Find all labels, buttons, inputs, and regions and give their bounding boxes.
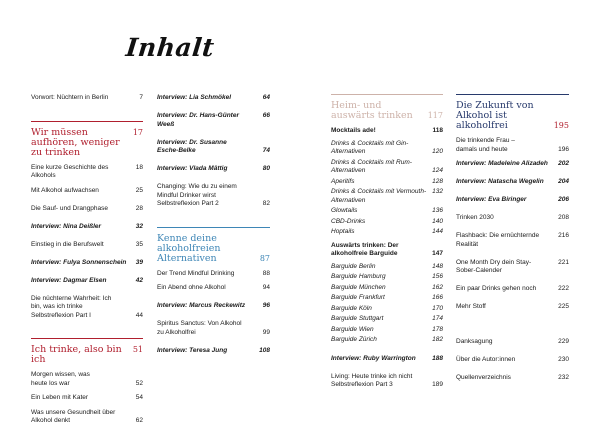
toc-entry-interview[interactable] xyxy=(331,355,443,364)
toc-entry[interactable] xyxy=(31,164,143,181)
page-number: 178 xyxy=(432,325,443,333)
entry-title: Interview: Nina Deißler xyxy=(31,222,102,230)
page-number: 52 xyxy=(135,379,143,387)
toc-entry[interactable] xyxy=(31,241,143,250)
toc-subsection[interactable] xyxy=(331,242,443,259)
page-number: 225 xyxy=(558,303,569,310)
page-number: 66 xyxy=(262,112,270,119)
page-number: 166 xyxy=(432,294,443,301)
entry-title: Die Sauf- und Drangphase xyxy=(31,204,108,212)
toc-entry-interview[interactable] xyxy=(157,139,270,156)
toc-item[interactable] xyxy=(331,178,443,187)
toc-item[interactable] xyxy=(331,159,443,176)
entry-title: Barguide Berlin xyxy=(331,262,376,270)
page-number: 42 xyxy=(135,276,143,284)
page-number: 51 xyxy=(132,345,143,354)
page-number: 96 xyxy=(262,302,270,309)
toc-item[interactable] xyxy=(331,336,443,345)
entry-title: Barguide Hamburg xyxy=(331,273,386,280)
entry-title: Flashback: Die ernüchternde Realität xyxy=(456,232,540,248)
entry-title: Interview: Natascha Wegelin xyxy=(456,178,544,185)
entry-title: Mit Alkohol aufwachsen xyxy=(31,186,99,194)
page-number: 124 xyxy=(432,167,443,174)
page-number: 230 xyxy=(558,355,569,363)
toc-item[interactable] xyxy=(331,305,443,314)
page-number: 32 xyxy=(135,222,143,230)
entry-title: Hoptails xyxy=(331,228,355,235)
entry-title: Drinks & Cocktails mit Gin-Alternativen xyxy=(331,139,409,155)
page-number: 208 xyxy=(558,214,569,221)
toc-item[interactable] xyxy=(331,188,443,205)
page-number: 88 xyxy=(262,269,270,277)
page-number: 94 xyxy=(262,284,270,291)
entry-title: Interview: Dr. Susanne Esche-Belke xyxy=(157,138,227,154)
entry-title: Barguide München xyxy=(331,283,386,291)
page-number: 118 xyxy=(432,127,443,134)
toc-entry-interview[interactable] xyxy=(31,223,143,232)
page-number: 147 xyxy=(432,250,443,257)
page-number: 221 xyxy=(558,258,569,266)
entry-title: Ich trinke, also bin ich xyxy=(31,344,122,365)
entry-title: Vorwort: Nüchtern in Berlin xyxy=(31,94,109,101)
page-number: 140 xyxy=(432,217,443,225)
page-number: 54 xyxy=(135,394,143,401)
entry-title: CBD-Drinks xyxy=(331,217,366,225)
entry-title: Interview: Vlada Mättig xyxy=(157,165,228,172)
entry-title: Barguide Köln xyxy=(331,304,372,312)
toc-entry[interactable] xyxy=(456,303,569,312)
entry-title: Interview: Madeleine Alizadeh xyxy=(456,160,548,167)
entry-title: Aperitifs xyxy=(331,177,355,185)
entry-title: Wir müssen aufhören, weniger zu trinken xyxy=(31,126,120,158)
entry-title: Interview: Fulya Sonnenschein xyxy=(31,258,127,266)
toc-entry[interactable] xyxy=(31,205,143,214)
entry-title: Interview: Lia Schmökel xyxy=(157,94,232,101)
entry-title: Interview: Marcus Reckewitz xyxy=(157,302,246,309)
page-number: 28 xyxy=(135,204,143,212)
entry-title: Drinks & Cocktails mit Vermouth-Alternativen xyxy=(331,188,427,204)
toc-entry[interactable] xyxy=(31,94,143,103)
entry-title: Living: Heute trinke ich nicht Selbstreflexion Part 3 xyxy=(331,372,413,388)
toc-entry-interview[interactable] xyxy=(31,259,143,268)
toc-item[interactable] xyxy=(331,273,443,282)
entry-title: Changing: Wie du zu einem Mindful Drinker wirst Selbstreflexion Part 2 xyxy=(157,183,237,207)
entry-title: Mehr Stoff xyxy=(456,303,486,310)
page-number: 216 xyxy=(558,232,569,239)
entry-title: Die trinkende Frau – damals und heute xyxy=(456,137,515,153)
page-number: 148 xyxy=(432,262,443,270)
toc-entry-interview[interactable] xyxy=(456,196,569,205)
page-number: 62 xyxy=(135,417,143,424)
toc-entry[interactable] xyxy=(157,183,270,209)
page-number: 132 xyxy=(432,188,443,195)
entry-title: Ein paar Drinks gehen noch xyxy=(456,285,537,292)
page-number: 25 xyxy=(135,186,143,194)
entry-title: Morgen wissen, was heute los war xyxy=(31,371,90,387)
page-number: 136 xyxy=(432,207,443,214)
page-number: 156 xyxy=(432,273,443,280)
entry-title: Spiritus Sanctus: Von Alkohol zu Alkoholfrei xyxy=(157,320,242,336)
page-number: 232 xyxy=(558,373,569,381)
toc-entry[interactable] xyxy=(456,374,569,383)
page-number: 195 xyxy=(553,121,569,130)
toc-entry[interactable] xyxy=(157,320,270,337)
entry-title: Barguide Frankfurt xyxy=(331,294,385,301)
toc-entry[interactable] xyxy=(456,214,569,223)
toc-item[interactable] xyxy=(331,218,443,227)
toc-item[interactable] xyxy=(331,326,443,335)
toc-item[interactable] xyxy=(331,284,443,293)
entry-title: Trinken 2030 xyxy=(456,214,494,221)
toc-entry-interview[interactable] xyxy=(157,347,270,356)
page-number: 108 xyxy=(259,346,270,354)
page-number: 196 xyxy=(558,145,569,153)
entry-title: Auswärts trinken: Der alkoholfreie Barguide xyxy=(331,241,399,257)
entry-title: Die Zukunft von Alkohol ist alkoholfrei xyxy=(456,100,534,131)
page-number: 120 xyxy=(432,148,443,155)
toc-column-1 xyxy=(31,94,143,435)
page-number: 35 xyxy=(135,240,143,248)
entry-title: Die nüchterne Wahrheit: Ich bin, was ich trinke Selbstreflexion Part I xyxy=(31,294,112,319)
toc-entry-interview[interactable] xyxy=(31,277,143,286)
page-number: 44 xyxy=(135,311,143,319)
entry-title: Eine kurze Geschichte des Alkohols xyxy=(31,163,109,179)
toc-item[interactable] xyxy=(331,263,443,272)
page-number: 18 xyxy=(135,163,143,171)
page-number: 128 xyxy=(432,177,443,185)
toc-entry-interview[interactable] xyxy=(157,112,270,129)
entry-title: Interview: Teresa Jung xyxy=(157,346,228,354)
page-number: 204 xyxy=(558,178,569,185)
page-number: 7 xyxy=(139,94,143,101)
toc-entry[interactable] xyxy=(31,409,143,426)
entry-title: Quellenverzeichnis xyxy=(456,373,511,381)
page-number: 188 xyxy=(432,354,443,362)
section-heading[interactable] xyxy=(31,121,143,158)
page-number: 74 xyxy=(262,147,270,154)
toc-entry[interactable] xyxy=(456,232,569,249)
page-number: 229 xyxy=(558,337,569,345)
toc-item[interactable] xyxy=(331,207,443,216)
toc-item[interactable] xyxy=(331,294,443,303)
toc-entry-interview[interactable] xyxy=(456,160,569,169)
toc-entry[interactable] xyxy=(31,187,143,196)
page-number: 117 xyxy=(427,111,443,120)
toc-entry[interactable] xyxy=(456,338,569,347)
toc-entry[interactable] xyxy=(157,284,270,293)
page-number: 162 xyxy=(432,283,443,291)
entry-title: Ein Abend ohne Alkohol xyxy=(157,284,226,291)
toc-entry[interactable] xyxy=(456,259,569,276)
page-number: 222 xyxy=(558,285,569,292)
entry-title: Kenne deine alkoholfreien Alternativen xyxy=(157,232,221,264)
page-title: Inhalt xyxy=(124,33,216,62)
entry-title: Barguide Stuttgart xyxy=(331,315,384,322)
section-heading[interactable] xyxy=(31,338,143,365)
entry-title: Der Trend Mindful Drinking xyxy=(157,269,235,277)
entry-title: Interview: Eva Biringer xyxy=(456,196,527,203)
toc-entry[interactable] xyxy=(31,394,143,403)
entry-title: Drinks & Cocktails mit Rum-Alternativen xyxy=(331,158,412,174)
toc-column-4 xyxy=(456,94,569,392)
toc-column-2 xyxy=(157,94,270,365)
entry-title: Heim- und auswärts trinken xyxy=(331,100,413,121)
entry-title: Was unsere Gesundheit über Alkohol denkt xyxy=(31,408,116,424)
entry-title: Ein Leben mit Kater xyxy=(31,394,89,401)
toc-item[interactable] xyxy=(331,228,443,237)
toc-entry[interactable] xyxy=(157,270,270,279)
toc-entry-interview[interactable] xyxy=(157,94,270,103)
entry-title: Einstieg in die Berufswelt xyxy=(31,240,104,248)
page-number: 80 xyxy=(262,165,270,172)
toc-entry[interactable] xyxy=(331,373,443,390)
toc-entry-interview[interactable] xyxy=(157,302,270,311)
section-heading[interactable] xyxy=(157,227,270,264)
toc-subsection[interactable] xyxy=(331,127,443,136)
page-number: 144 xyxy=(432,228,443,235)
entry-title: Barguide Wien xyxy=(331,325,374,333)
entry-title: Mocktails ade! xyxy=(331,127,376,134)
toc-entry-interview[interactable] xyxy=(456,178,569,187)
entry-title: Glowtails xyxy=(331,207,358,214)
page-number: 174 xyxy=(432,315,443,322)
page-number: 64 xyxy=(262,94,270,101)
page-number: 206 xyxy=(558,196,569,203)
page-number: 202 xyxy=(558,160,569,167)
page-number: 182 xyxy=(432,336,443,343)
entry-title: Interview: Dr. Hans-Günter Weeß xyxy=(157,112,239,128)
toc-entry[interactable] xyxy=(31,371,143,388)
toc-entry-interview[interactable] xyxy=(157,165,270,174)
toc-entry[interactable] xyxy=(456,137,569,154)
section-heading[interactable] xyxy=(456,94,569,131)
page-number: 39 xyxy=(135,258,143,266)
entry-title: One Month Dry dein Stay-Sober-Calender xyxy=(456,258,532,274)
page-number: 17 xyxy=(132,127,143,137)
page-number: 189 xyxy=(432,381,443,388)
entry-title: Danksagung xyxy=(456,337,493,345)
page-number: 170 xyxy=(432,304,443,312)
toc-entry[interactable] xyxy=(456,285,569,294)
page-number: 82 xyxy=(262,200,270,207)
entry-title: Barguide Zürich xyxy=(331,336,377,343)
toc-column-3 xyxy=(331,94,443,399)
entry-title: Über die Autor:innen xyxy=(456,355,516,363)
page-number: 87 xyxy=(259,253,270,263)
toc-item[interactable] xyxy=(331,140,443,157)
entry-title: Interview: Dagmar Elsen xyxy=(31,276,107,284)
toc-item[interactable] xyxy=(331,315,443,324)
toc-entry[interactable] xyxy=(31,295,143,321)
entry-title: Interview: Ruby Warrington xyxy=(331,354,416,362)
page-number: 99 xyxy=(262,328,270,336)
toc-entry[interactable] xyxy=(456,356,569,365)
section-heading[interactable] xyxy=(331,94,443,121)
